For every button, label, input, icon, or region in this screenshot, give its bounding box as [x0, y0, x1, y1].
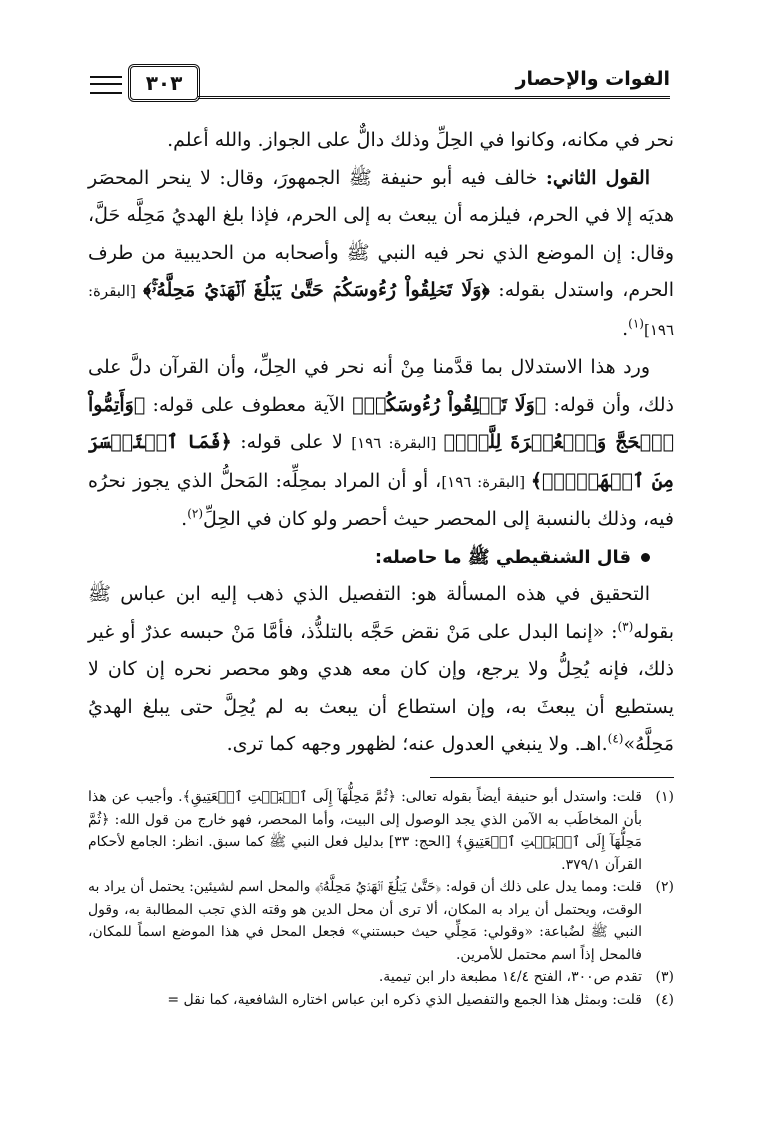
footnote-separator	[430, 777, 674, 778]
footnote-text: قلت: ومما يدل على ذلك أن قوله: ﴿حَتَّىٰ يَبۡلُغَ ٱلۡهَدۡيُ مَحِلَّهُۥۚ﴾ والمحل اسم لشيئين: يحتمل أن يراد به الوقت، ويحتمل أن يراد به المكان، ألا ترى أن محل الدين هو وقته الذي تجب المطالبة به، وقول النبي ﷺ لضُباعة: «وقولي: مَحِلِّي حيث حبستني» فجعل المحل في هذا الموضع اسماً للمكان، فالمحل إذاً اسم محتمل للأمرين.	[88, 879, 642, 963]
footnote-4	[88, 989, 674, 1012]
verse-reference: [البقرة: ١٩٦]	[441, 472, 531, 491]
header-ornament-lines	[90, 76, 122, 94]
footnote-number: (٢)	[655, 879, 674, 895]
quran-verse: ﴿وَأَتِمُّواْ ٱلۡحَجَّ وَٱلۡعُمۡرَةَ لِلَّهِۚ﴾	[88, 393, 674, 453]
footnote-1	[88, 786, 674, 876]
footnote-number: (١)	[655, 789, 674, 805]
section-heading: قال الشنقيطي ﷺ ما حاصله:	[88, 539, 674, 577]
running-title: الفوات والإحصار	[515, 68, 670, 90]
footnote-3	[88, 966, 674, 989]
footnote-text: تقدم ص٣٠٠، الفتح ١٤/٤ مطبعة دار ابن تيمية.	[378, 969, 642, 985]
verse-reference: [البقرة: ١٩٦]	[351, 434, 444, 452]
header-rule	[198, 96, 670, 99]
footnote-marker[interactable]: (٤)	[607, 731, 624, 746]
second-opinion-heading: القول الثاني:	[545, 166, 650, 189]
bullet-icon	[641, 553, 650, 562]
verse-reference: [البقرة: ١٩٦]	[88, 282, 674, 339]
footnote-marker[interactable]: (١)	[628, 316, 644, 331]
page-number: ٣٠٣	[128, 64, 200, 102]
paragraph-4: التحقيق في هذه المسألة هو: التفصيل الذي ذهب إليه ابن عباس ﷺ بقوله$^{(٣)}$: «إنما البدل على مَنْ نقض حَجَّه بالتلذُّذ، فأمَّا مَنْ حبسه عذرٌ أو غير ذلك، فإنه يُحِلُّ ولا يرجع، وإن كان معه هدي وهو محصر نحره إن كان لا يستطيع أن يبعثَ به، وإن استطاع أن يبعث به لم يُحِلَّ حتى يبلغ الهديُ مَحِلَّهُ»$^{(٤)}$.اهـ. ولا ينبغي العدول عنه؛ لظهور وجهه كما ترى.	[88, 583, 674, 755]
footnote-number: (٤)	[655, 991, 674, 1008]
paragraph-2: القول الثاني: خالف فيه أبو حنيفة ﷺ الجمهورَ، وقال: لا ينحر المحصَر هديَه إلا في الحرم، فيلزمه أن يبعث به إلى الحرم، فإذا بلغ الهديُ مَحِلَّه حَلَّ، وقال: إن الموضع الذي نحر فيه النبي ﷺ وأصحابه من الحديبية من طرف الحرم، واستدل بقوله: ﴿وَلَا تَحۡلِقُواْ رُءُوسَكُمۡ حَتَّىٰ يَبۡلُغَ ٱلۡهَدۡيُ مَحِلَّهُۥۚ﴾ [البقرة: ١٩٦]$^{(١)}$.	[88, 166, 675, 340]
footnotes	[88, 786, 674, 1011]
quran-verse: ﴿فَمَا ٱسۡتَيۡسَرَ مِنَ ٱلۡهَدۡيِۖ﴾	[88, 431, 674, 492]
quran-verse: ﴿وَلَا تَحۡلِقُواْ رُءُوسَكُمۡ﴾	[352, 393, 547, 416]
footnote-text: قلت: واستدل أبو حنيفة أيضاً بقوله تعالى: ﴿ثُمَّ مَحِلُّهَآ إِلَى ٱلۡبَيۡتِ ٱلۡعَتِيقِ﴾. وأجيب عن هذا بأن المخاطَب به الآمن الذي يجد الوصول إلى البيت، وأما المحصر، فهو خارج من قول الله: ﴿ثُمَّ مَحِلُّهَآ إِلَى ٱلۡبَيۡتِ ٱلۡعَتِيقِ﴾ [الحج: ٣٣] بدليل فعل النبي ﷺ كما سبق. انظر: الجامع لأحكام القرآن ٣٧٩/١.	[88, 789, 642, 873]
main-text	[88, 122, 674, 764]
footnote-number: (٣)	[655, 969, 674, 985]
paragraph-3: ورد هذا الاستدلال بما قدَّمنا مِنْ أنه نحر في الحِلِّ، وأن القرآن دلَّ على ذلك، وأن قوله: ﴿وَلَا تَحۡلِقُواْ رُءُوسَكُمۡ﴾ الآية معطوف على قوله: ﴿وَأَتِمُّواْ ٱلۡحَجَّ وَٱلۡعُمۡرَةَ لِلَّهِۚ﴾ [البقرة: ١٩٦] لا على قوله: ﴿فَمَا ٱسۡتَيۡسَرَ مِنَ ٱلۡهَدۡيِۖ﴾ [البقرة: ١٩٦]، أو أن المراد بمحِلِّه: المَحلُّ الذي يجوز نحرُه فيه، وذلك بالنسبة إلى المحصر حيث أحصر ولو كان في الحِلِّ$^{(٢)}$.	[88, 356, 675, 530]
footnote-marker[interactable]: (٣)	[617, 619, 634, 634]
quran-verse: ﴿وَلَا تَحۡلِقُواْ رُءُوسَكُمۡ حَتَّىٰ يَبۡلُغَ ٱلۡهَدۡيُ مَحِلَّهُۥۚ﴾	[143, 279, 490, 301]
footnote-text: قلت: وبمثل هذا الجمع والتفصيل الذي ذكره ابن عباس اختاره الشافعية، كما نقل =	[167, 991, 642, 1008]
footnote-2	[88, 876, 674, 966]
page-header	[90, 62, 670, 106]
paragraph-1: نحر في مكانه، وكانوا في الحِلِّ وذلك دالٌّ على الجواز. والله أعلم.	[167, 129, 674, 151]
footnote-marker[interactable]: (٢)	[187, 506, 204, 521]
